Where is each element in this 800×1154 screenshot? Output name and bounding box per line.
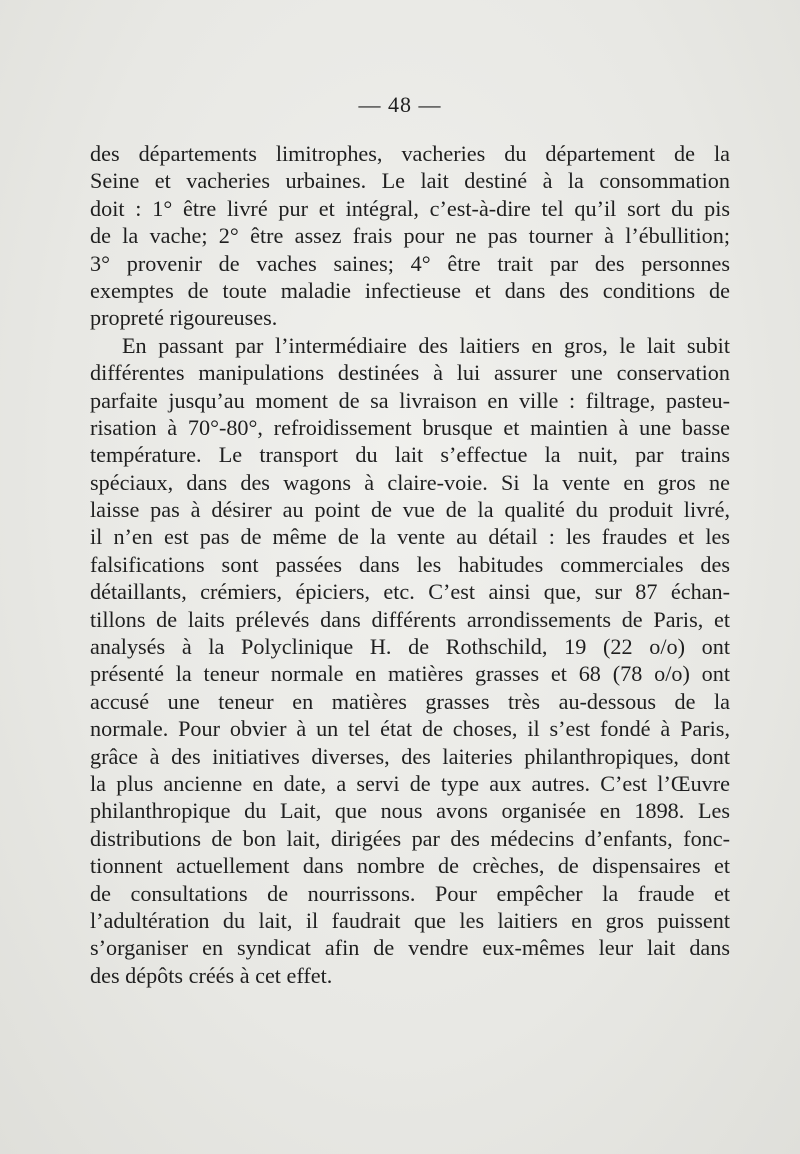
text-line: parfaite jusqu’au moment de sa livraison en ville : filtrage, pasteu- xyxy=(90,387,730,413)
text-line: Seine et vacheries urbaines. Le lait destiné à la consommation xyxy=(90,168,730,194)
text-line: philanthropique du Lait, que nous avons organisée en 1898. Les xyxy=(90,798,730,824)
text-line: température. Le transport du lait s’effectue la nuit, par trains xyxy=(90,442,730,468)
text-line: analysés à la Polyclinique H. de Rothschild, 19 (22 o/o) ont xyxy=(90,634,730,660)
text-line: doit : 1° être livré pur et intégral, c’est-à-dire tel qu’il sort du pis xyxy=(90,195,730,221)
text-line: laisse pas à désirer au point de vue de la qualité du produit livré, xyxy=(90,497,730,523)
paragraph-first-line: En passant par l’intermédiaire des laitiers en gros, le lait subit xyxy=(122,332,730,358)
text-line: normale. Pour obvier à un tel état de choses, il s’est fondé à Paris, xyxy=(90,716,730,742)
text-line: des dépôts créés à cet effet. xyxy=(90,962,333,988)
text-line: des départements limitrophes, vacheries du département de la xyxy=(90,141,730,166)
text-line: s’organiser en syndicat afin de vendre eux-mêmes leur lait dans xyxy=(90,935,730,961)
body-text xyxy=(90,140,730,989)
text-line: propreté rigoureuses. xyxy=(90,305,278,331)
text-line: spéciaux, dans des wagons à claire-voie. Si la vente en gros ne xyxy=(90,469,730,495)
text-line: il n’en est pas de même de la vente au détail : les fraudes et les xyxy=(90,524,730,550)
text-line: de la vache; 2° être assez frais pour ne pas tourner à l’ébullition; xyxy=(90,223,730,249)
text-line: détaillants, crémiers, épiciers, etc. C’est ainsi que, sur 87 échan- xyxy=(90,579,730,605)
text-line: l’adultération du lait, il faudrait que les laitiers en gros puissent xyxy=(90,907,730,933)
text-line: présenté la teneur normale en matières grasses et 68 (78 o/o) ont xyxy=(90,661,730,687)
text-line: tionnent actuellement dans nombre de crèches, de dispensaires et xyxy=(90,853,730,879)
text-line: différentes manipulations destinées à lui assurer une conservation xyxy=(90,360,730,386)
text-line: exemptes de toute maladie infectieuse et dans des conditions de xyxy=(90,277,730,303)
text-line: accusé une teneur en matières grasses très au-dessous de la xyxy=(90,688,730,714)
text-line: tillons de laits prélevés dans différents arrondissements de Paris, et xyxy=(90,606,730,632)
text-line: grâce à des initiatives diverses, des laiteries philanthropiques, dont xyxy=(90,743,730,769)
text-line: falsifications sont passées dans les habitudes commerciales des xyxy=(90,551,730,577)
text-line: 3° provenir de vaches saines; 4° être trait par des personnes xyxy=(90,250,730,276)
text-line: de consultations de nourrissons. Pour empêcher la fraude et xyxy=(90,880,730,906)
text-line: la plus ancienne en date, a servi de type aux autres. C’est l’Œuvre xyxy=(90,770,730,796)
text-line: risation à 70°-80°, refroidissement brusque et maintien à une basse xyxy=(90,414,730,440)
page-number: — 48 — xyxy=(358,92,442,117)
text-line: distributions de bon lait, dirigées par des médecins d’enfants, fonc- xyxy=(90,825,730,851)
